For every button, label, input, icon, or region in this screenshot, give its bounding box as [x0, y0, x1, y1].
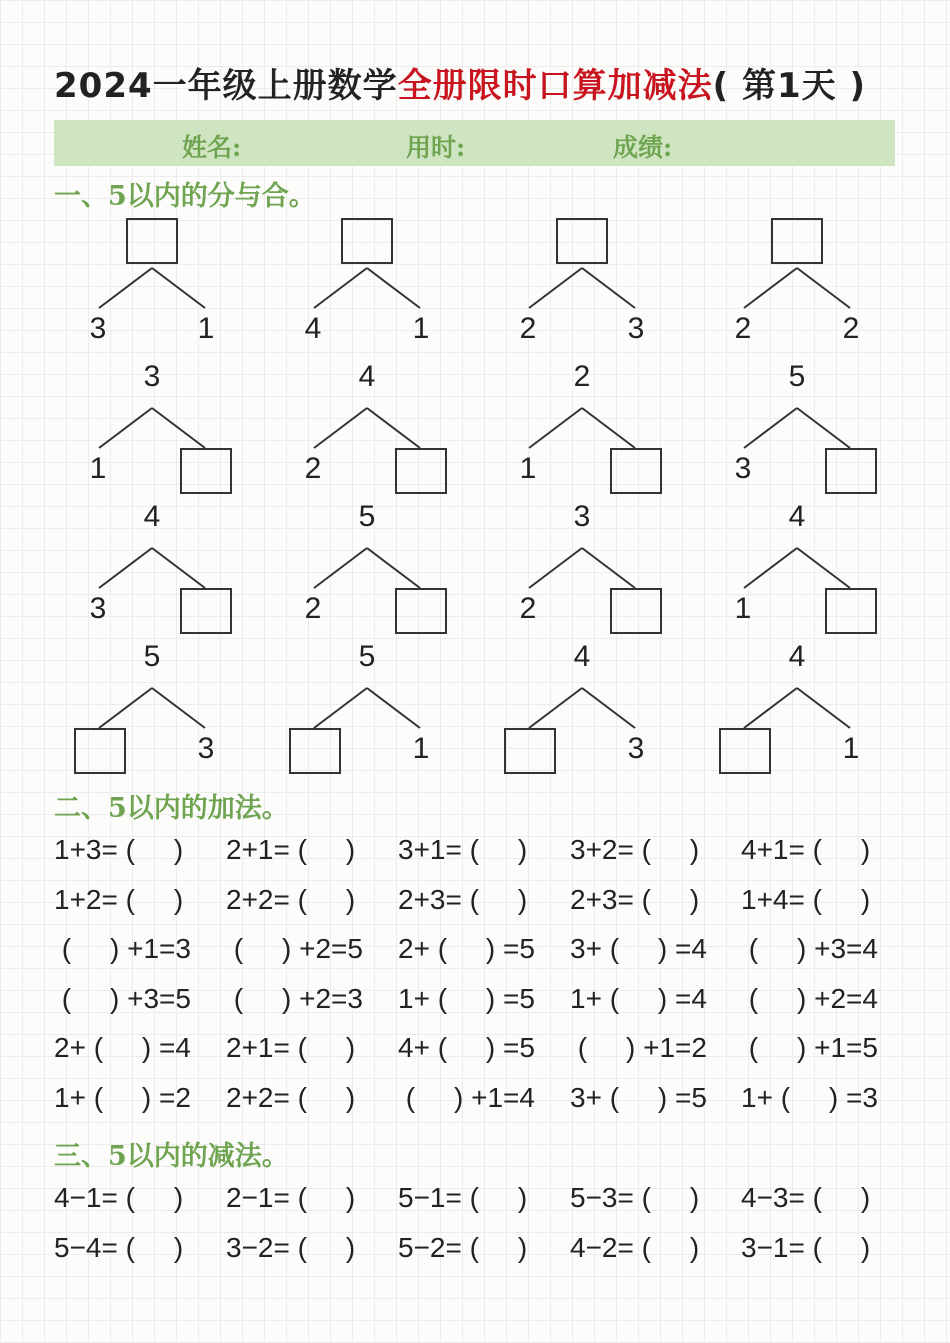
branch-line — [314, 408, 367, 448]
answer-box[interactable] — [504, 728, 556, 774]
addition-equation[interactable]: 3+2= ( ) — [570, 834, 700, 865]
part-number: 3 — [89, 592, 107, 625]
addition-equation[interactable]: 2+1= ( ) — [226, 834, 356, 865]
score-label[interactable]: 成绩: — [613, 133, 673, 162]
addition-equation[interactable]: 2+ ( ) =5 — [398, 933, 535, 965]
total-number: 4 — [788, 640, 806, 673]
subtraction-equation[interactable]: 2−1= ( ) — [226, 1182, 356, 1213]
section-3-heading: 三、5以内的减法。 — [54, 1141, 289, 1172]
total-number: 5 — [788, 360, 806, 393]
branch-line — [99, 688, 152, 728]
subtraction-equation[interactable]: 5−4= ( ) — [54, 1231, 184, 1263]
answer-box[interactable] — [610, 448, 662, 494]
addition-equation[interactable]: 2+2= ( ) — [226, 883, 356, 915]
total-number: 4 — [143, 500, 161, 533]
total-number: 2 — [573, 360, 591, 393]
addition-equation[interactable]: ( ) +3=5 — [54, 982, 191, 1014]
branch-line — [314, 548, 367, 588]
subtraction-equation[interactable]: 4−2= ( ) — [570, 1231, 700, 1263]
branch-line — [582, 408, 635, 448]
subtraction-equation[interactable]: 3−2= ( ) — [226, 1231, 356, 1263]
part-number: 1 — [519, 452, 537, 485]
subtraction-equation[interactable]: 5−1= ( ) — [398, 1182, 528, 1213]
part-number: 1 — [197, 312, 215, 345]
answer-box[interactable] — [126, 218, 178, 264]
branch-line — [314, 268, 367, 308]
addition-equation[interactable]: 1+ ( ) =5 — [398, 982, 535, 1014]
addition-equation[interactable]: 2+ ( ) =4 — [54, 1032, 191, 1064]
addition-equation[interactable]: 2+2= ( ) — [226, 1082, 356, 1113]
part-number: 3 — [197, 732, 215, 765]
total-number: 4 — [788, 500, 806, 533]
part-number: 1 — [842, 732, 860, 765]
branch-line — [529, 408, 582, 448]
branch-line — [529, 268, 582, 308]
addition-equation[interactable]: 4+ ( ) =5 — [398, 1032, 535, 1064]
part-number: 2 — [519, 312, 537, 345]
section-2-heading: 二、5以内的加法。 — [54, 793, 289, 824]
answer-box[interactable] — [74, 728, 126, 774]
branch-line — [797, 688, 850, 728]
addition-equation[interactable]: ( ) +2=3 — [226, 982, 363, 1014]
branch-line — [797, 408, 850, 448]
addition-equation[interactable]: 3+ ( ) =4 — [570, 933, 707, 965]
total-number: 4 — [358, 360, 376, 393]
total-number: 5 — [358, 640, 376, 673]
part-number: 2 — [734, 312, 752, 345]
part-number: 1 — [412, 732, 430, 765]
answer-box[interactable] — [719, 728, 771, 774]
addition-equation[interactable]: ( ) +1=2 — [570, 1032, 707, 1064]
subtraction-equation[interactable]: 4−3= ( ) — [741, 1182, 871, 1213]
part-number: 2 — [519, 592, 537, 625]
branch-line — [367, 268, 420, 308]
branch-line — [152, 548, 205, 588]
addition-equation[interactable]: 2+1= ( ) — [226, 1032, 356, 1064]
answer-box[interactable] — [289, 728, 341, 774]
subtraction-equation[interactable]: 5−3= ( ) — [570, 1182, 700, 1213]
answer-box[interactable] — [341, 218, 393, 264]
addition-equation[interactable]: 1+4= ( ) — [741, 883, 871, 915]
addition-equation[interactable]: 4+1= ( ) — [741, 834, 871, 865]
total-number: 3 — [573, 500, 591, 533]
part-number: 1 — [734, 592, 752, 625]
branch-line — [797, 268, 850, 308]
addition-equation[interactable]: ( ) +1=5 — [741, 1032, 878, 1064]
branch-line — [367, 408, 420, 448]
total-number: 3 — [143, 360, 161, 393]
answer-box[interactable] — [825, 588, 877, 634]
branch-line — [582, 688, 635, 728]
part-number: 1 — [412, 312, 430, 345]
part-number: 3 — [734, 452, 752, 485]
part-number: 2 — [304, 452, 322, 485]
answer-box[interactable] — [180, 448, 232, 494]
part-number: 3 — [627, 732, 645, 765]
addition-equation[interactable]: 3+ ( ) =5 — [570, 1082, 707, 1113]
branch-line — [744, 408, 797, 448]
title-part-day: ( 第1天 ) — [712, 66, 867, 106]
total-number: 5 — [143, 640, 161, 673]
branch-line — [744, 268, 797, 308]
answer-box[interactable] — [180, 588, 232, 634]
answer-box[interactable] — [395, 588, 447, 634]
addition-equation[interactable]: ( ) +1=4 — [398, 1082, 535, 1113]
answer-box[interactable] — [771, 218, 823, 264]
total-number: 4 — [573, 640, 591, 673]
addition-equation[interactable]: 1+3= ( ) — [54, 834, 184, 865]
addition-equation[interactable]: 3+1= ( ) — [398, 834, 528, 865]
subtraction-equation[interactable]: 5−2= ( ) — [398, 1231, 528, 1263]
branch-line — [99, 548, 152, 588]
answer-box[interactable] — [556, 218, 608, 264]
part-number: 2 — [304, 592, 322, 625]
addition-equation[interactable]: 1+ ( ) =2 — [54, 1082, 191, 1113]
addition-equation[interactable]: ( ) +1=3 — [54, 933, 191, 965]
branch-line — [529, 688, 582, 728]
branch-line — [152, 408, 205, 448]
branch-line — [152, 268, 205, 308]
part-number: 3 — [89, 312, 107, 345]
addition-equation[interactable]: 1+ ( ) =3 — [741, 1082, 878, 1113]
total-number: 5 — [358, 500, 376, 533]
part-number: 3 — [627, 312, 645, 345]
branch-line — [367, 688, 420, 728]
addition-equation[interactable]: 1+ ( ) =4 — [570, 982, 707, 1014]
addition-equation[interactable]: 2+3= ( ) — [570, 883, 700, 915]
branch-line — [152, 688, 205, 728]
name-label[interactable]: 姓名: — [182, 133, 242, 162]
branch-line — [582, 268, 635, 308]
answer-box[interactable] — [825, 448, 877, 494]
addition-equation[interactable]: ( ) +2=5 — [226, 933, 363, 965]
branch-line — [529, 548, 582, 588]
branch-line — [797, 548, 850, 588]
title-part-red: 全册限时口算加减法 — [397, 66, 713, 106]
addition-equation[interactable]: ( ) +3=4 — [741, 933, 878, 965]
branch-line — [99, 408, 152, 448]
branch-line — [314, 688, 367, 728]
addition-equation[interactable]: 2+3= ( ) — [398, 883, 528, 915]
addition-equation[interactable]: ( ) +2=4 — [741, 982, 878, 1014]
branch-line — [744, 548, 797, 588]
branch-line — [367, 548, 420, 588]
branch-line — [582, 548, 635, 588]
part-number: 4 — [304, 312, 322, 345]
section-1-heading: 一、5以内的分与合。 — [54, 181, 316, 212]
subtraction-equation[interactable]: 3−1= ( ) — [741, 1231, 871, 1263]
time-label[interactable]: 用时: — [406, 133, 466, 162]
subtraction-equation[interactable]: 4−1= ( ) — [54, 1182, 184, 1213]
branch-line — [99, 268, 152, 308]
branch-line — [744, 688, 797, 728]
title-part-black: 2024一年级上册数学 — [54, 66, 398, 106]
part-number: 2 — [842, 312, 860, 345]
addition-equation[interactable]: 1+2= ( ) — [54, 883, 184, 915]
answer-box[interactable] — [610, 588, 662, 634]
answer-box[interactable] — [395, 448, 447, 494]
part-number: 1 — [89, 452, 107, 485]
